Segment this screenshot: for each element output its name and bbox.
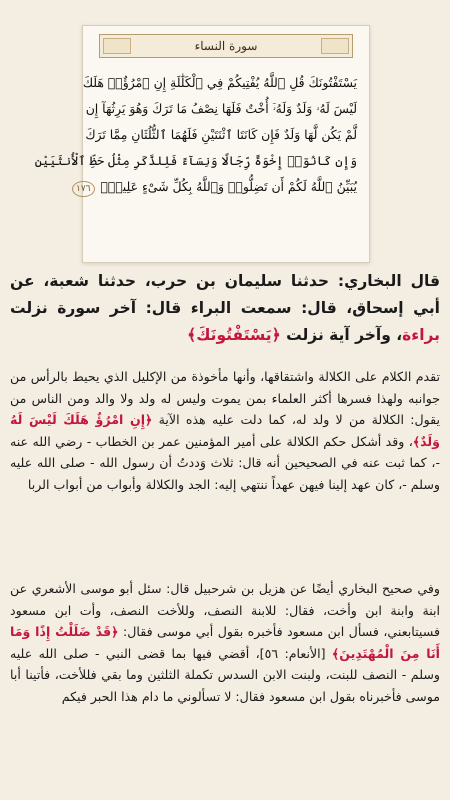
hadith-text [10, 268, 440, 349]
ayah-quote: ﴿يَسْتَفْتُونَكَ﴾ [187, 326, 281, 344]
ayah-number-marker: ١٧٦ [72, 181, 95, 197]
verses [34, 70, 357, 200]
para2-quran-quote: ﴿قَدْ ضَلَلْتُ إِذًا وَمَا أَنَا مِنَ الْمُهْتَدِينَ﴾ [10, 624, 440, 661]
hadith-part1: قال البخاري: حدثنا سليمان بن حرب، حدثنا شعبة، عن أبي إسحاق، قال: سمعت البراء قال: آخر سورة نزلت [10, 272, 440, 317]
para1-text-a: تقدم الكلام على الكلالة واشتقاقها، وأنها مأخوذة من الإكليل الذي يحيط بالرأس من جوانبه ولهذا فسرها أكثر العلماء بمن يموت وليس له ولد ولا والد ومن الناس من يقول: الكلالة من لا ولد له، كما دلت عليه هذه الآية [10, 369, 440, 427]
verse-line: يَسْتَفْتُونَكَ قُلِ ٱللَّهُ يُفْتِيكُمْ فِي ٱلْكَلَٰلَةِ إِنِ ٱمْرُؤٌا۟ هَلَكَ [82, 75, 357, 90]
verse-line: لَّمْ يَكُن لَّهَا وَلَدٌ فَإِن كَانَتَا ٱثْنَتَيْنِ فَلَهُمَا ٱلثُّلُثَانِ مِمَّا تَرَكَ [85, 127, 357, 142]
para1-quran-quote: ﴿إِنِ امْرُؤٌ هَلَكَ لَيْسَ لَهُ وَلَدٌ﴾ [10, 412, 440, 449]
mushaf-page-image [34, 25, 370, 263]
surah-banner [99, 34, 353, 58]
surah-bara-highlight: براءة [402, 326, 440, 344]
commentary-paragraph-2 [10, 578, 440, 707]
verse-line: وَإِن كَانُوٓا۟ إِخْوَةً رِّجَالًا وَنِسَآءً فَلِلذَّكَرِ مِثْلُ حَظِّ ٱلْأُنثَيَيْنِ [34, 153, 357, 168]
commentary-paragraph-1 [10, 366, 440, 495]
para2-text-b: [الأنعام: ٥٦]، أقضي فيها بما قضى النبي - صلى الله عليه وسلم - النصف للبنت، ولبنت الابن السدس تكملة الثلثين وما بقي فللأخت، فأتينا أبا موسى فأخبرناه بقول ابن مسعود فقال: لا تسألوني ما دام هذا الحبر فيكم [10, 645, 440, 704]
verse-text: يُبَيِّنُ ٱللَّهُ لَكُمْ أَن تَضِلُّوا۟ وَٱللَّهُ بِكُلِّ شَىْءٍ عَلِيمٌۢ [100, 179, 357, 194]
verse-line-last [76, 174, 357, 200]
hadith-part2: ، وآخر آية نزلت [280, 326, 403, 344]
para1-text-b: ، وقد أشكل حكم الكلالة على أمير المؤمنين عمر بن الخطاب - رضي الله عنه -، كما ثبت عنه في الصحيحين أنه قال: ثلاث وَددتُ أن رسول الله - صلى الله عليه وسلم -، كان عهد إلينا فيهن عهداً ننتهي إليه: الجد والكلالة وأبواب من أبواب الربا [10, 433, 440, 492]
para2-text-a: وفي صحيح البخاري أيضًا عن هزيل بن شرحبيل قال: سئل أبو موسى الأشعري عن ابنة وابنة ابن وأخت، فقال: للابنة النصف، وللأخت النصف، وأت ابن مسعود فسيتابعني، فسأل ابن مسعود فأخبره بقول أبي موسى فقال: [10, 581, 440, 639]
surah-name: سورة النساء [194, 39, 258, 53]
verse-line: لَيْسَ لَهُۥ وَلَدٌ وَلَهُۥٓ أُخْتٌ فَلَهَا نِصْفُ مَا تَرَكَ وَهُوَ يَرِثُهَآ إِن [85, 101, 357, 116]
